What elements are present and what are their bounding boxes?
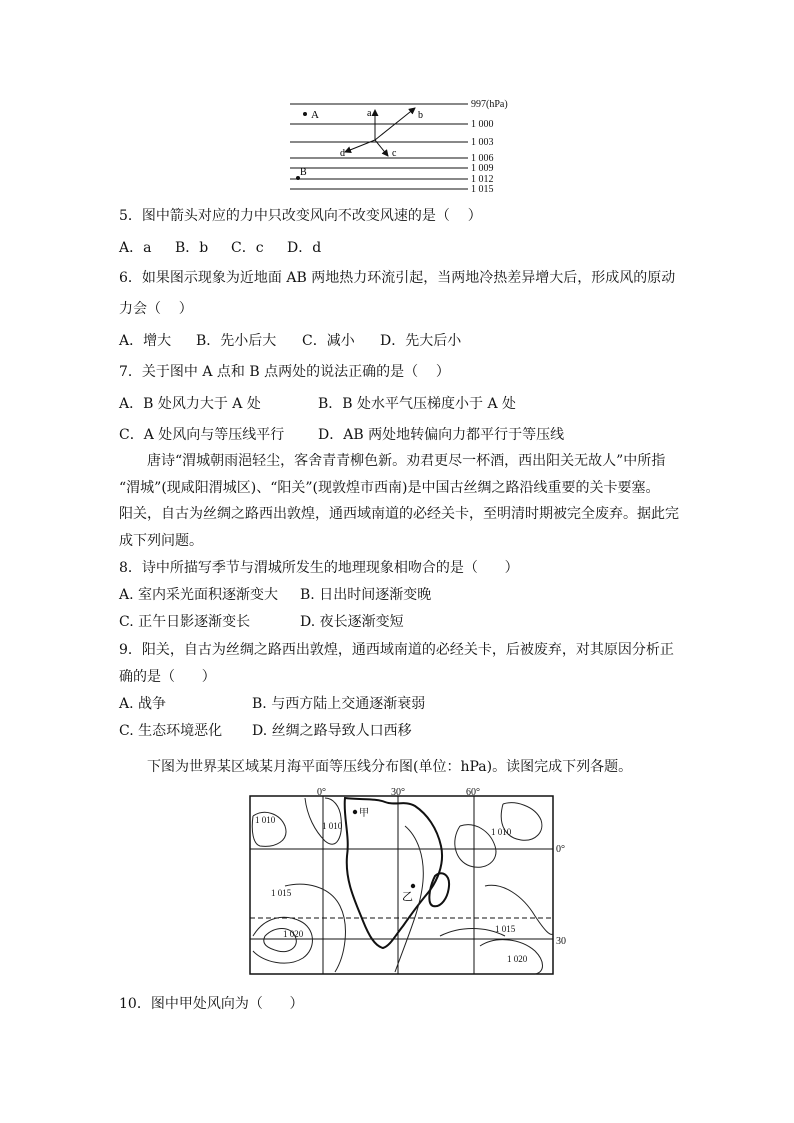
q6-option-b: B．先小后大 [196, 333, 277, 349]
q8-option-a: A. 室内采光面积逐渐变大 [119, 587, 279, 603]
q6-option-d: D．先大后小 [380, 333, 462, 349]
isobar-value-6: 1 015 [495, 924, 516, 934]
passage-line4: 成下列问题。 [119, 533, 203, 549]
q9-option-d: D. 丝绸之路导致人口西移 [252, 723, 412, 739]
q9-stem-line1: 9．阳关，自古为丝绸之路西出敦煌，通西域南道的必经关卡，后被废弃，对其原因分析正 [119, 642, 674, 658]
q7-option-c: C．A 处风向与等压线平行 [119, 427, 285, 443]
q5-option-d: D．d [287, 240, 322, 256]
point-a-label: A [311, 109, 319, 121]
q7-option-b: B．B 处水平气压梯度小于 A 处 [318, 396, 517, 412]
q6-option-c: C．减小 [302, 333, 355, 349]
isobar-force-diagram [280, 96, 530, 200]
isobar-label-1000: 1 000 [471, 119, 494, 130]
q7-option-a: A．B 处风力大于 A 处 [119, 396, 261, 412]
arrow-d-label: d [340, 148, 345, 159]
q9-stem-line2: 确的是（ ） [119, 669, 216, 685]
isobar-value-1: 1 010 [255, 815, 276, 825]
arrow-b-label: b [418, 110, 423, 121]
isobar-label-1012: 1 012 [471, 174, 494, 185]
isobar-label-1003: 1 003 [471, 137, 494, 148]
q10-stem: 10．图中甲处风向为（ ） [119, 996, 304, 1012]
isobar-value-4: 1 015 [271, 888, 292, 898]
point-a-dot [303, 112, 307, 116]
q8-stem: 8．诗中所描写季节与渭城所发生的地理现象相吻合的是（ ） [119, 560, 519, 576]
isobar-value-7: 1 020 [507, 954, 528, 964]
q5-stem: 5．图中箭头对应的力中只改变风向不改变风速的是（ ） [119, 208, 482, 224]
passage-line1: 唐诗“渭城朝雨浥轻尘，客舍青青柳色新。劝君更尽一杯酒，西出阳关无故人”中所指 [147, 453, 666, 469]
point-b-label: B [300, 167, 307, 178]
landmass-outline [345, 798, 442, 948]
passage-line3: 阳关，自古为丝绸之路西出敦煌，通西域南道的必经关卡，至明清时期被完全废弃。据此完 [119, 506, 679, 522]
point-jia-label: 甲 [359, 808, 369, 819]
passage-line2: “渭城”(现咸阳渭城区)、“阳关”(现敦煌市西南)是中国古丝绸之路沿线重要的关卡要塞。 [119, 480, 660, 496]
q9-option-b: B. 与西方陆上交通逐渐衰弱 [252, 696, 426, 712]
island-outline [429, 873, 449, 906]
q7-stem: 7．关于图中 A 点和 B 点两处的说法正确的是（ ） [119, 364, 450, 380]
q9-option-a: A. 战争 [119, 696, 167, 712]
point-yi-dot [411, 884, 415, 888]
map-frame [250, 796, 553, 974]
isobar-value-2: 1 010 [322, 821, 343, 831]
point-jia-dot [353, 810, 357, 814]
isobar-label-1006: 1 006 [471, 153, 494, 164]
q6-stem-line2: 力会（ ） [119, 301, 193, 317]
lat-label-0: 0° [556, 844, 565, 855]
point-yi-label: 乙 [402, 891, 413, 903]
q7-option-d: D．AB 两处地转偏向力都平行于等压线 [318, 427, 565, 443]
map-intro: 下图为世界某区域某月海平面等压线分布图(单位：hPa)。读图完成下列各题。 [147, 759, 633, 775]
q9-option-c: C. 生态环境恶化 [119, 723, 223, 739]
isobar-label-1015: 1 015 [471, 184, 494, 195]
isobar-curves [252, 798, 553, 974]
q8-option-d: D. 夜长逐渐变短 [300, 614, 404, 630]
arrow-a-label: a [367, 108, 372, 119]
isobar-value-5: 1 020 [283, 929, 304, 939]
q5-option-b: B．b [175, 240, 209, 256]
lat-label-30: 30 [556, 936, 566, 947]
isobar-label-997: 997(hPa) [471, 99, 508, 110]
q8-option-c: C. 正午日影逐渐变长 [119, 614, 251, 630]
lon-label-60: 60° [466, 787, 480, 798]
q6-option-a: A．增大 [119, 333, 172, 349]
lon-label-30: 30° [391, 787, 405, 798]
isobar-value-3: 1 010 [491, 827, 512, 837]
q6-stem-line1: 6．如果图示现象为近地面 AB 两地热力环流引起，当两地冷热差异增大后，形成风的原动 [119, 270, 676, 286]
lon-label-0: 0° [317, 787, 326, 798]
q5-option-a: A．a [119, 240, 152, 256]
arrow-c-label: c [392, 148, 397, 159]
isobar-map [245, 786, 575, 978]
q8-option-b: B. 日出时间逐渐变晚 [300, 587, 432, 603]
q5-option-c: C．c [231, 240, 264, 256]
map-grid [250, 796, 553, 974]
isobar-label-1009: 1 009 [471, 163, 494, 174]
